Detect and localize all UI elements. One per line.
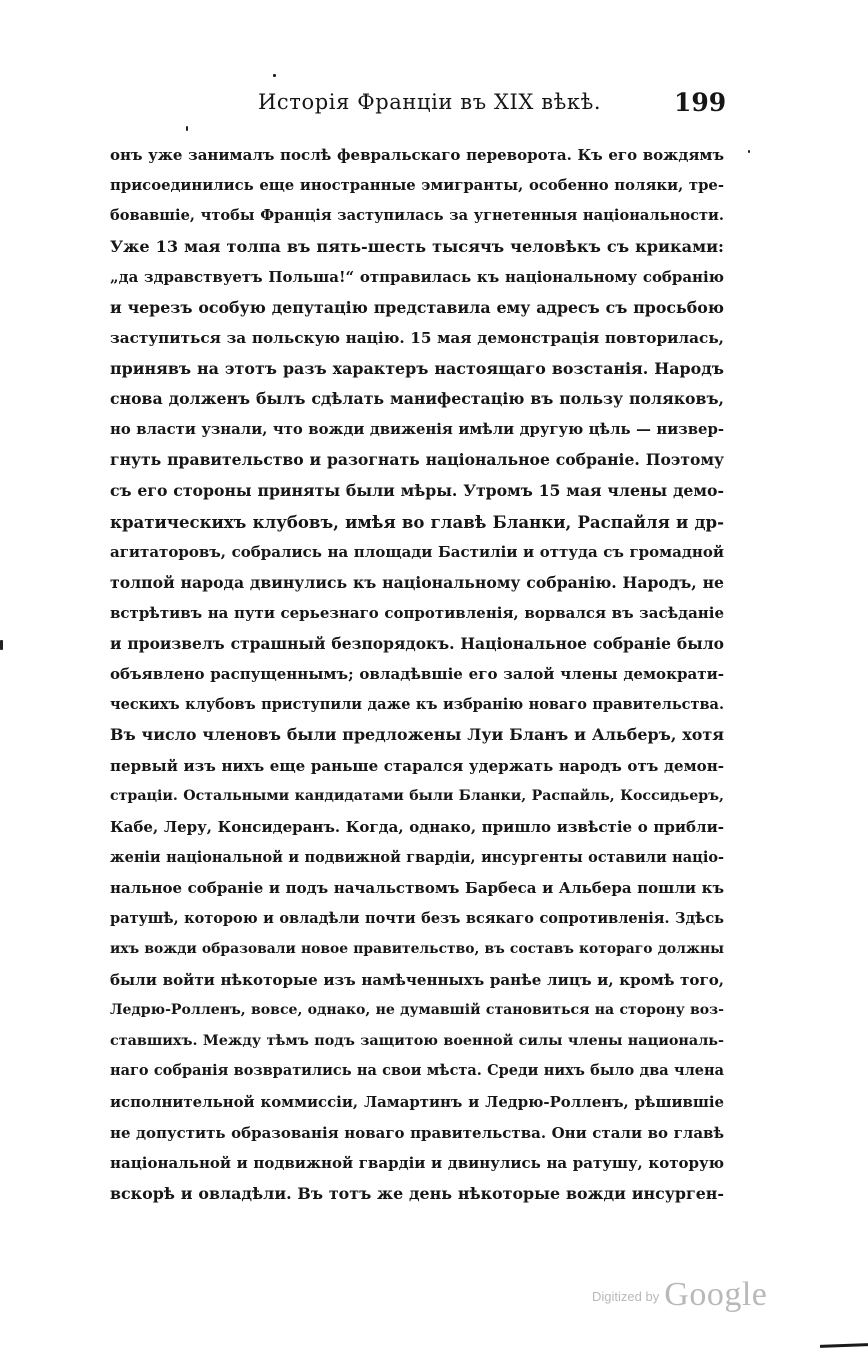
text-line: вскорѣ и овладѣли. Въ тотъ же день нѣкоторые вожди инсурген-	[110, 1183, 724, 1203]
page-number: 199	[674, 88, 727, 117]
text-line: были войти нѣкоторые изъ намѣченныхъ ранѣе лицъ и, кромѣ того,	[110, 970, 724, 989]
text-line: принявъ на этотъ разъ характеръ настоящаго возстанія. Народъ	[110, 358, 724, 378]
text-line: національной и подвижной гвардіи и двинулись на ратушу, которую	[110, 1154, 724, 1173]
text-line: страціи. Остальными кандидатами были Бланки, Распайль, Коссидьеръ,	[110, 788, 724, 805]
scan-speck	[0, 640, 3, 650]
text-line: „да здравствуетъ Польша!“ отправилась къ національному собранію	[110, 268, 724, 287]
text-line: Кабе, Леру, Консидеранъ. Когда, однако, пришло извѣстіе о прибли-	[110, 818, 724, 837]
text-line: съ его стороны приняты были мѣры. Утромъ 15 мая члены демо-	[110, 481, 724, 501]
text-line: ставшихъ. Между тѣмъ подъ защитою военной силы члены националь-	[110, 1032, 724, 1049]
text-line: не допустить образованія новаго правительства. Они стали во главѣ	[110, 1123, 724, 1142]
text-line: бовавшіе, чтобы Франція заступилась за угнетенныя національности.	[110, 207, 724, 225]
text-line: и черезъ особую депутацію представила ему адресъ съ просьбою	[110, 297, 724, 317]
text-line: но власти узнали, что вожди движенія имѣли другую цѣль — низвер-	[110, 420, 724, 438]
digitized-watermark	[592, 1276, 767, 1314]
scan-edge-mark	[820, 1343, 868, 1348]
text-line: заступиться за польскую націю. 15 мая демонстрація повторилась,	[110, 329, 724, 348]
body-text	[110, 140, 724, 1209]
text-line: присоединились еще иностранные эмигранты, особенно поляки, тре-	[110, 176, 724, 194]
scan-speck	[186, 126, 188, 131]
text-line: женіи національной и подвижной гвардіи, инсургенты оставили націо-	[110, 848, 724, 866]
text-line: толпой народа двинулись къ національному собранію. Народъ, не	[110, 572, 724, 592]
scan-speck	[273, 74, 276, 77]
running-header-title: Исторія Франціи въ XIX вѣкѣ.	[258, 90, 602, 114]
text-line: снова долженъ былъ сдѣлать манифестацію въ пользу поляковъ,	[110, 389, 724, 409]
text-line: встрѣтивъ на пути серьезнаго сопротивленія, ворвался въ засѣданіе	[110, 604, 724, 623]
text-line: гнуть правительство и разогнать національное собраніе. Поэтому	[110, 450, 724, 470]
text-line: ратушѣ, которою и овладѣли почти безъ всякаго сопротивленія. Здѣсь	[110, 909, 724, 927]
text-line: Ледрю-Ролленъ, вовсе, однако, не думавшій становиться на сторону воз-	[110, 1002, 724, 1019]
scan-speck	[748, 150, 750, 153]
text-line: Въ число членовъ были предложены Луи Бланъ и Альберъ, хотя	[110, 725, 724, 745]
text-line: нальное собраніе и подъ начальствомъ Барбеса и Альбера пошли къ	[110, 879, 724, 898]
text-line: исполнительной коммиссіи, Ламартинъ и Ледрю-Ролленъ, рѣшившіе	[110, 1092, 724, 1111]
text-line: ихъ вожди образовали новое правительство, въ составъ котораго должны	[110, 941, 724, 958]
text-line: и произвелъ страшный безпорядокъ. Національное собраніе было	[110, 633, 724, 653]
text-line: кратическихъ клубовъ, имѣя во главѣ Бланки, Распайля и др-	[110, 511, 724, 532]
text-line: объявлено распущеннымъ; овладѣвшіе его залой члены демократи-	[110, 665, 724, 684]
text-line: первый изъ нихъ еще раньше старался удержать народъ отъ демон-	[110, 756, 724, 775]
watermark-brand: Google	[664, 1276, 768, 1313]
text-line: ческихъ клубовъ приступили даже къ избранію новаго правительства.	[110, 695, 724, 713]
text-line: Уже 13 мая толпа въ пять-шесть тысячъ человѣкъ съ криками:	[110, 236, 724, 256]
text-line: агитаторовъ, собрались на площади Бастиліи и оттуда съ громадной	[110, 543, 724, 562]
watermark-prefix: Digitized by	[592, 1289, 660, 1304]
text-line: онъ уже занималъ послѣ февральскаго переворота. Къ его вождямъ	[110, 146, 724, 164]
text-line: наго собранія возвратились на свои мѣста. Среди нихъ было два члена	[110, 1062, 724, 1080]
